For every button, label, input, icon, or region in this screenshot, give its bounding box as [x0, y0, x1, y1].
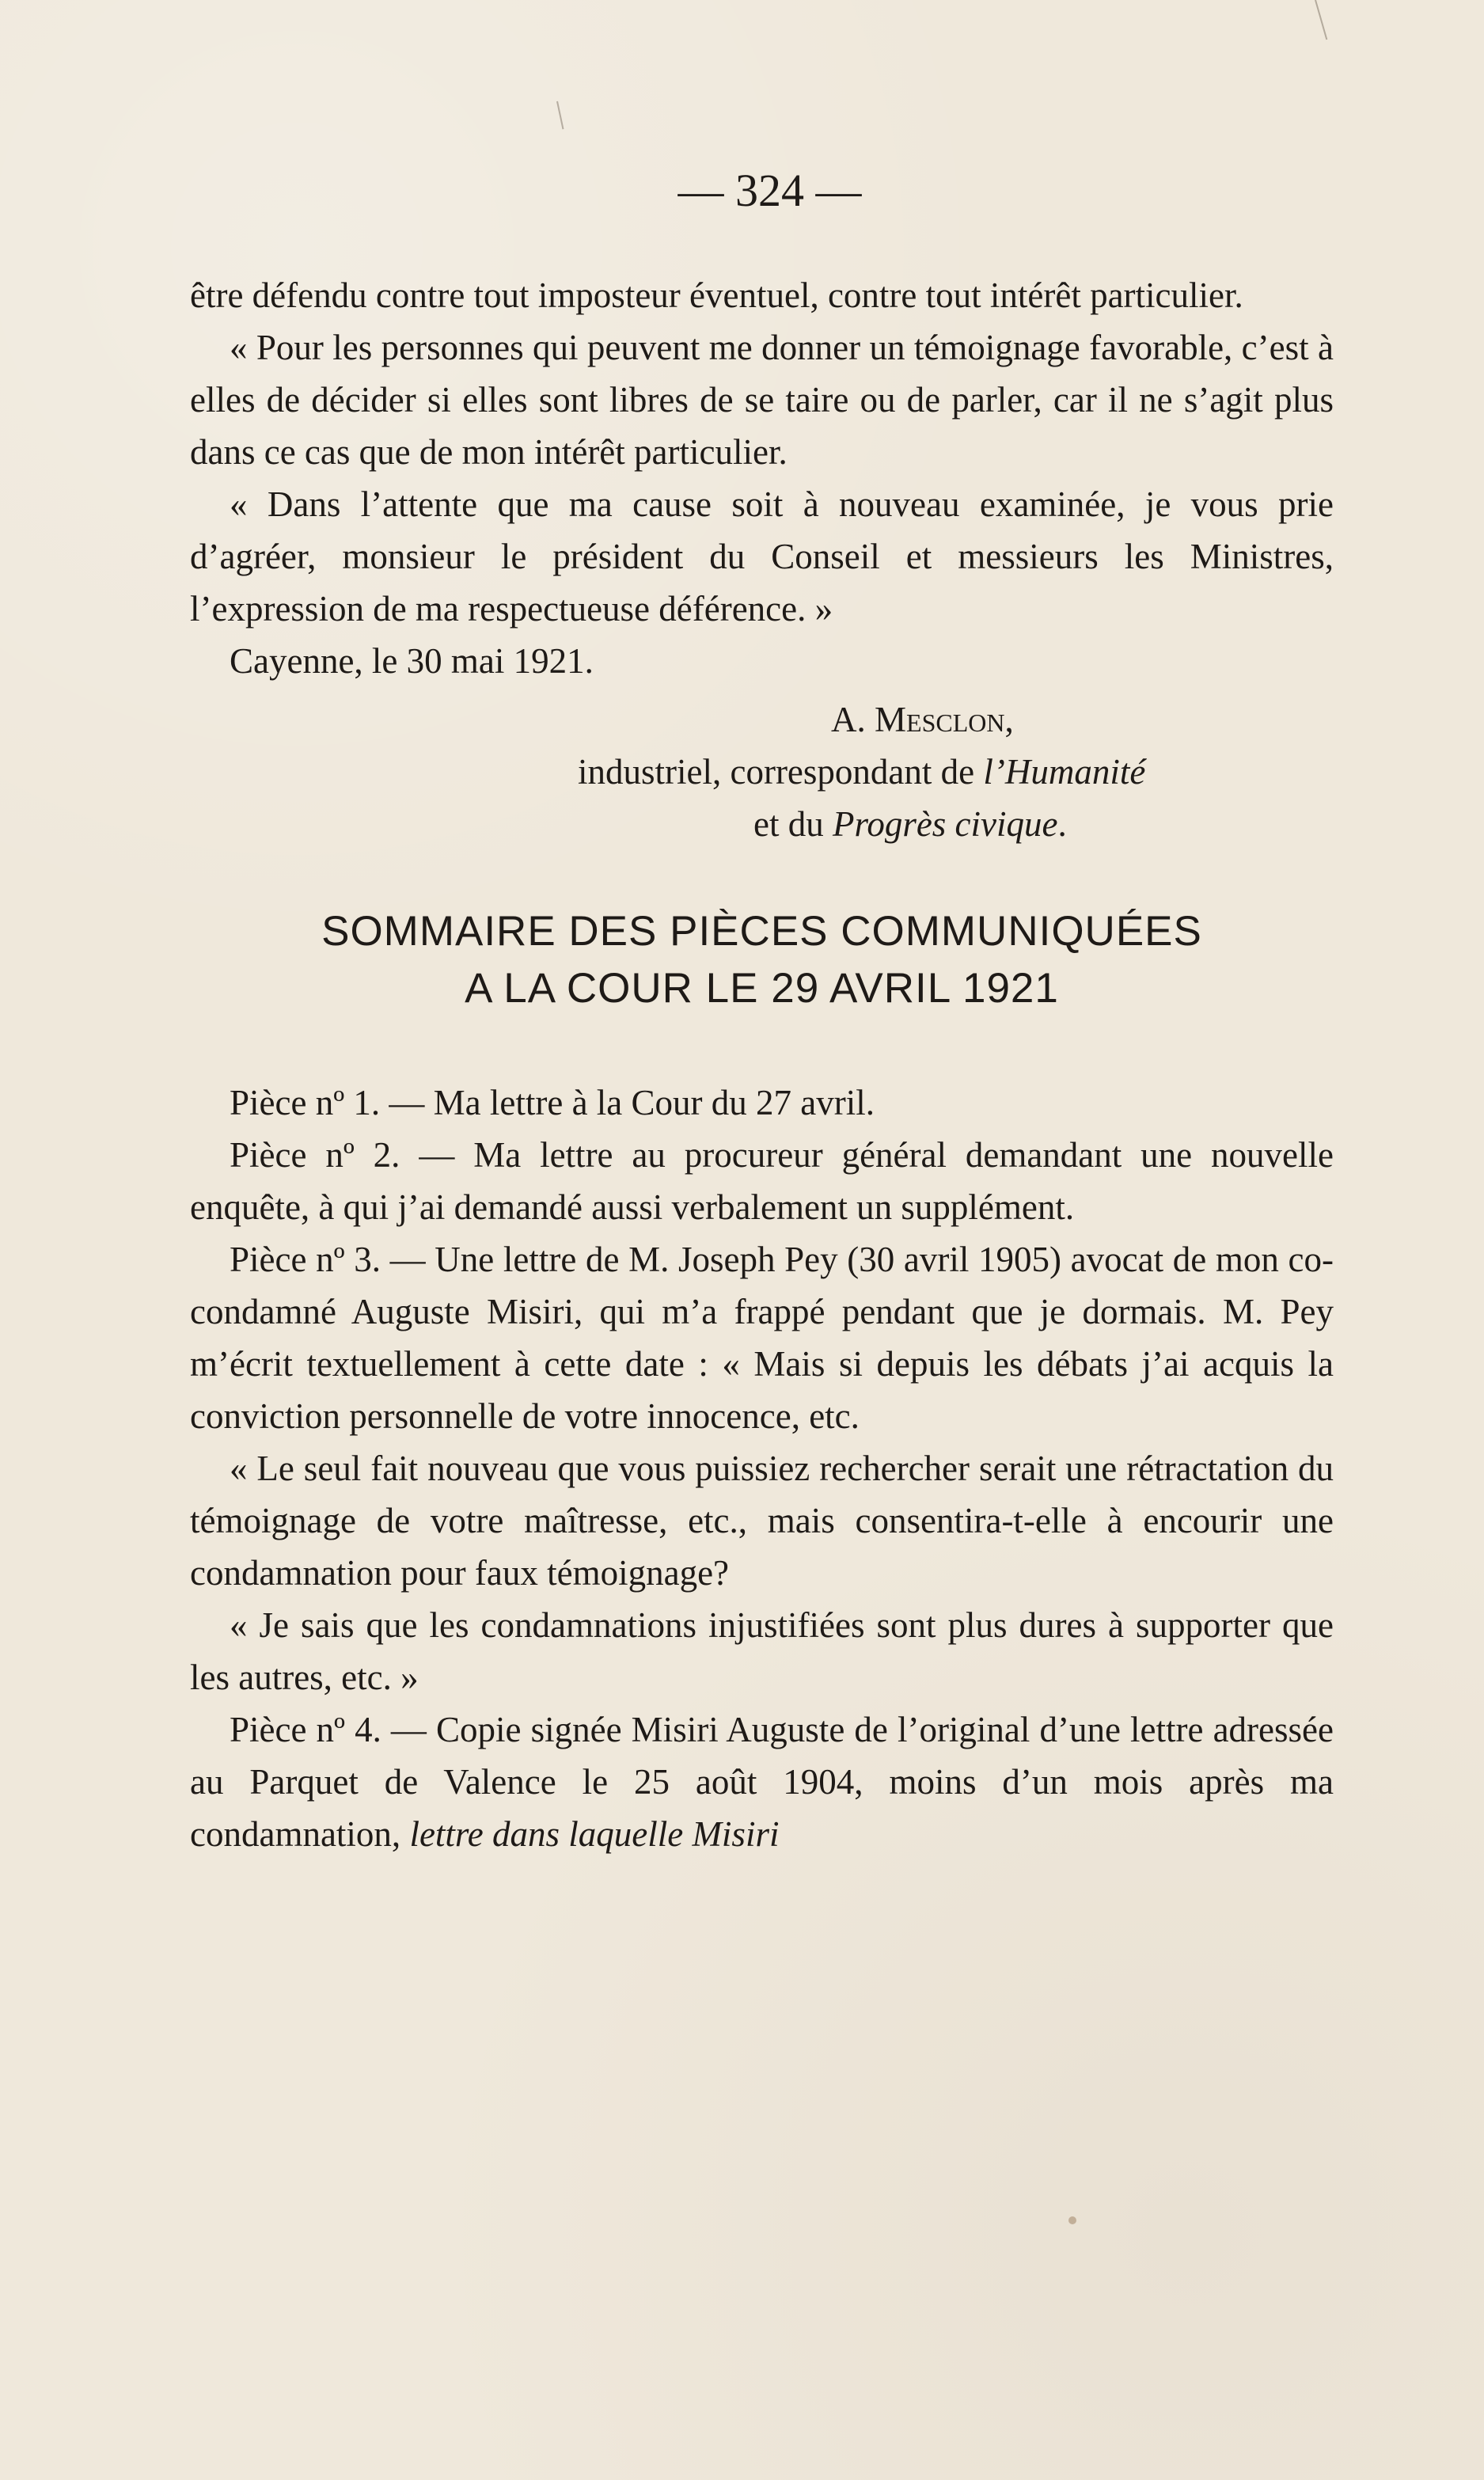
section-title-line-2: A LA COUR LE 29 AVRIL 1921 — [465, 965, 1059, 1012]
signature-name — [831, 693, 1014, 746]
main-text-column — [190, 165, 1334, 1860]
signature-line-1-prefix: industriel, correspondant de — [578, 752, 984, 792]
signature-line-2 — [753, 798, 1067, 850]
scan-mark-top-center — [556, 101, 564, 130]
date-line: Cayenne, le 30 mai 1921. — [230, 641, 594, 681]
signature-line-2-prefix: et du — [753, 804, 833, 844]
piece-paragraph-2: Pièce nº 2. — Ma lettre au procureur général demandant une nouvelle enquête, à qui j’ai demandé aussi verbalement un supplément. — [190, 1135, 1334, 1227]
piece-paragraph-6-italic: lettre dans laquelle Misiri — [409, 1814, 780, 1854]
signature-name-prefix: A. M — [831, 700, 907, 739]
piece-paragraph-6-prefix: Pièce nº 4. — Copie signée Misiri Auguste de l’original d’une lettre adressée au Parquet de Valence le 25 août 1904, moins d’un mois après ma condamnation, — [190, 1710, 1334, 1854]
piece-paragraph-3: Pièce nº 3. — Une lettre de M. Joseph Pey (30 avril 1905) avocat de mon co-condamné Auguste Misiri, qui m’a frappé pendant que je dormais. M. Pey m’écrit textuellement à cette date : « Mais si depuis les débats j’ai acquis la conviction personnelle de votre innocence, etc. — [190, 1240, 1334, 1436]
paragraph-2: « Pour les personnes qui peuvent me donner un témoignage favorable, c’est à elles de décider si elles sont libres de se taire ou de parler, car il ne s’agit plus dans ce cas que de mon intérêt particulier. — [190, 328, 1334, 472]
scan-mark-top-right — [1315, 0, 1327, 40]
paragraph-3: « Dans l’attente que ma cause soit à nouveau examinée, je vous prie d’agréer, monsieur le président du Conseil et messieurs les Ministres, l’expression de ma respectueuse déférence. » — [190, 484, 1334, 629]
paragraph-1: être défendu contre tout imposteur éventuel, contre tout intérêt particulier. — [190, 275, 1243, 315]
section-title-line-1: SOMMAIRE DES PIÈCES COMMUNIQUÉES — [321, 908, 1202, 955]
piece-paragraph-5: « Je sais que les condamnations injustifiées sont plus dures à supporter que les autres, etc. » — [190, 1605, 1334, 1697]
signature-line-2-italic: Progrès civique — [832, 804, 1058, 844]
paper-stain — [1068, 2216, 1076, 2224]
signature-line-2-suffix: . — [1057, 804, 1067, 844]
signature-line-1-italic: l’Humanité — [983, 752, 1146, 792]
signature-name-smallcaps: esclon — [906, 700, 1005, 739]
signature-line-1 — [578, 746, 1145, 798]
piece-paragraph-1: Pièce nº 1. — Ma lettre à la Cour du 27 avril. — [230, 1083, 875, 1122]
signature-block — [190, 693, 1334, 844]
page-number: — 324 — — [677, 165, 862, 216]
piece-paragraph-6 — [190, 1703, 1334, 1860]
piece-paragraph-4: « Le seul fait nouveau que vous puissiez rechercher serait une rétractation du témoignage de votre maîtresse, etc., mais consentira-t-elle à encourir une condamnation pour faux témoignage? — [190, 1449, 1334, 1593]
section-title — [190, 903, 1334, 1017]
signature-name-suffix: , — [1004, 700, 1014, 739]
